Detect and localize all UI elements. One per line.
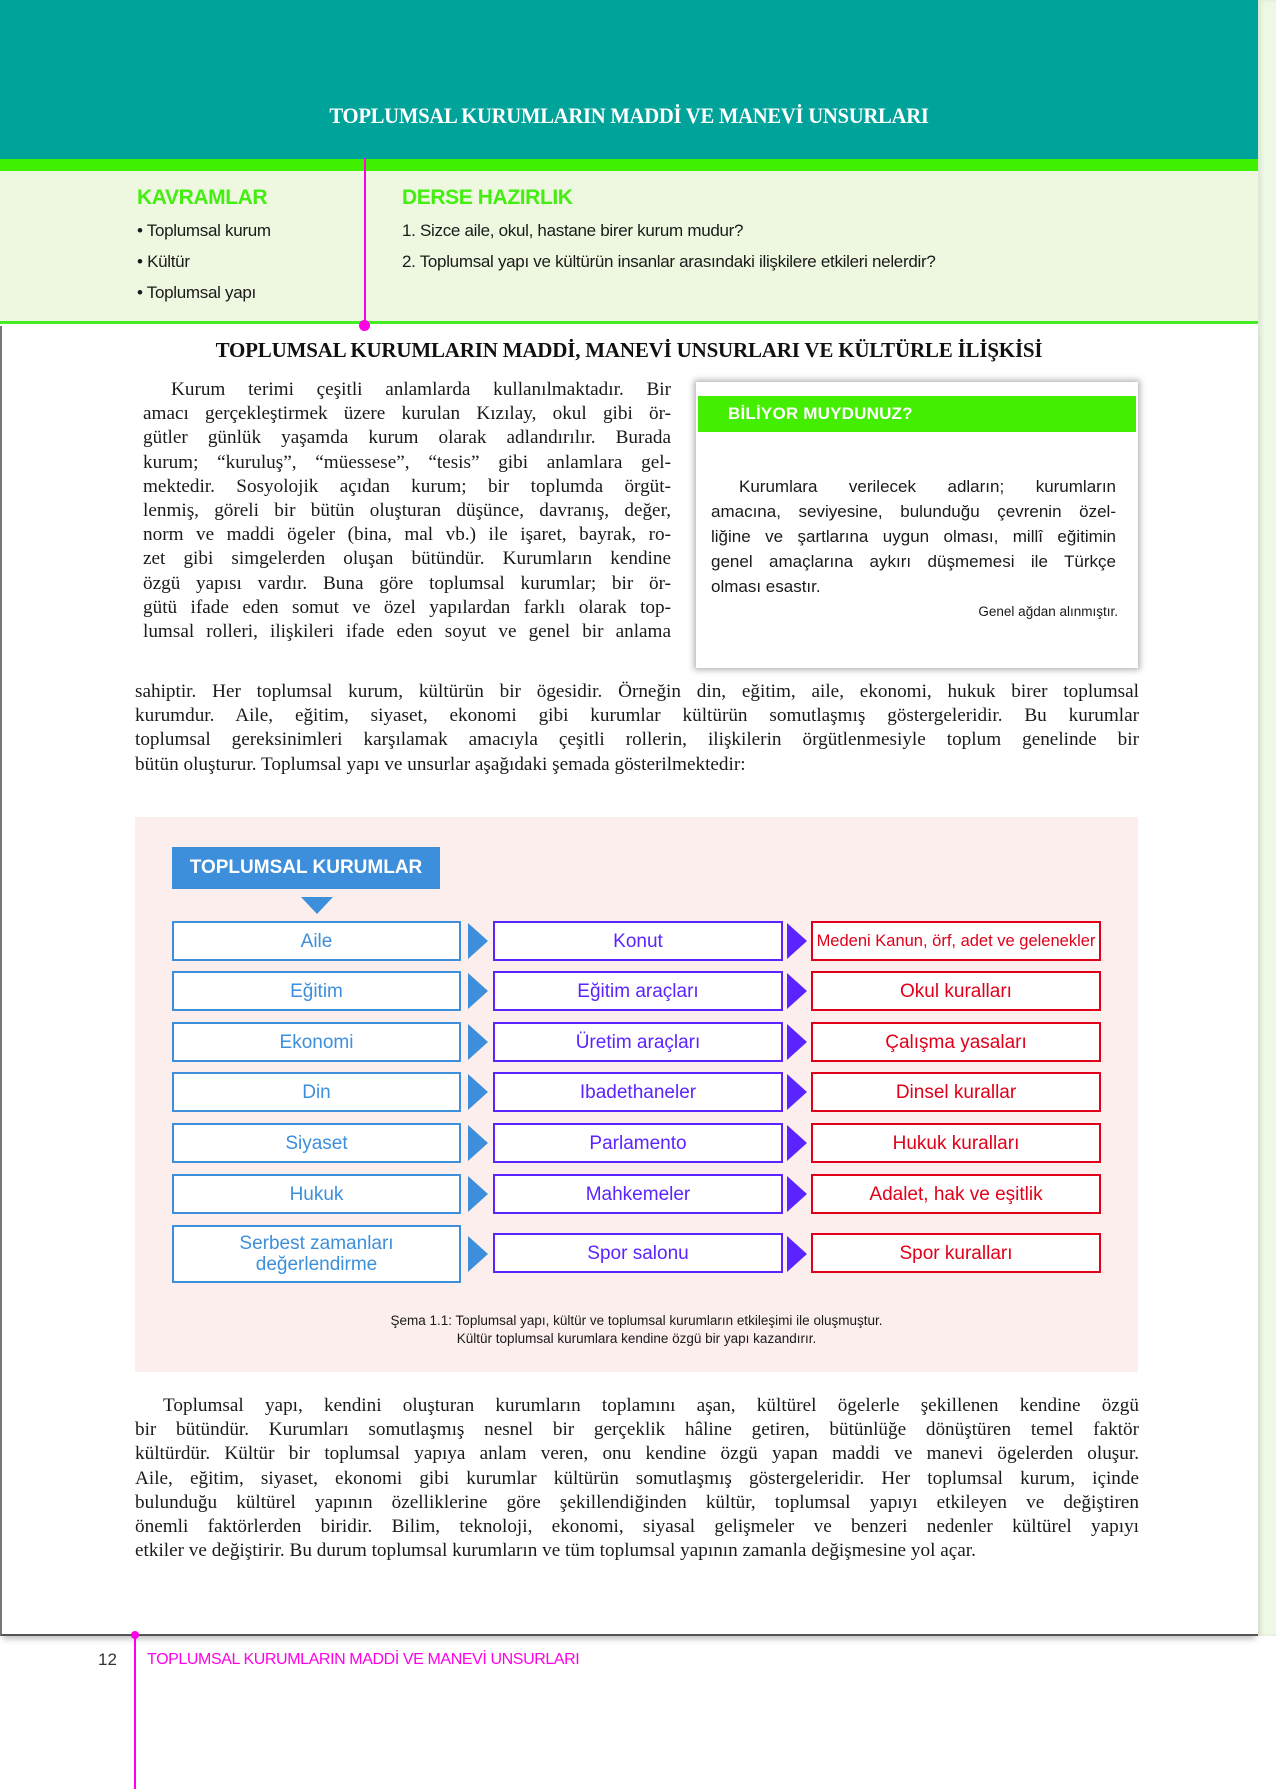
right-arrow-icon <box>787 1125 807 1161</box>
material-element-box: Eğitim araçları <box>493 971 783 1011</box>
institutions-diagram <box>135 817 1138 1372</box>
text-line: bir bütündür. Kurumları somutlaşmış nesnel bir gerçeklik hâline getiren, bütünlüğe dönüştüren temel faktör <box>135 1419 1139 1441</box>
right-arrow-icon <box>468 1024 488 1060</box>
chapter-banner <box>0 0 1258 159</box>
text-line: mektedir. Sosyolojik açıdan kurum; bir toplumda örgüt- <box>143 475 671 497</box>
institution-box: Ekonomi <box>172 1022 461 1062</box>
text-line: genel amaçlarına aykırı düşmemesi ile Türkçe <box>711 552 1116 571</box>
institution-box: Siyaset <box>172 1123 461 1163</box>
material-element-box: Spor salonu <box>493 1233 783 1273</box>
footer-divider-dot <box>131 1631 139 1639</box>
text-line: Toplumsal yapı, kendini oluşturan kurumların toplamını aşan, kültürel ögelerle şekillenen kendine özgü <box>163 1395 1139 1416</box>
normative-element-box: Okul kuralları <box>811 971 1101 1011</box>
text-line: zet gibi simgelerden oluşan bütündür. Kurumların kendine <box>143 548 671 570</box>
caption-line: Şema 1.1: Toplumsal yapı, kültür ve toplumsal kurumların etkileşimi ile oluşmuştur. <box>390 1313 883 1328</box>
text-line: Kurumlara verilecek adların; kurumların <box>739 477 1116 496</box>
material-element-box: Parlamento <box>493 1123 783 1163</box>
concepts-title: KAVRAMLAR <box>137 186 268 209</box>
text-line: kurum; “kuruluş”, “müessese”, “tesis” gibi anlamlara gel- <box>143 451 671 473</box>
text-line: gütler günlük yaşamda kurum olarak adlandırılır. Burada <box>143 427 671 449</box>
right-arrow-icon <box>468 1236 488 1272</box>
right-arrow-icon <box>787 1236 807 1272</box>
institution-box: Serbest zamanları değerlendirme <box>172 1225 461 1283</box>
text-line: sahiptir. Her toplumsal kurum, kültürün bir ögesidir. Örneğin din, eğitim, aile, ekonomi, hukuk birer toplumsal <box>135 681 1139 702</box>
text-line: kültürdür. Kültür bir toplumsal yapıya anlam veren, onu kendine özgü yapan maddi ve manevi ögelerden oluşur. <box>135 1443 1139 1465</box>
right-arrow-icon <box>468 1074 488 1110</box>
right-arrow-icon <box>787 923 807 959</box>
down-arrow-icon <box>301 897 333 914</box>
right-arrow-icon <box>787 973 807 1009</box>
text-line: bulunduğu kültürel yapının özelliklerine göre şekillendiğinden kültür, toplumsal yapıyı etkileyen ve değiştiren <box>135 1491 1139 1513</box>
concept-item: • Kültür <box>137 252 190 271</box>
normative-element-box: Dinsel kurallar <box>811 1072 1101 1112</box>
text-line: bütün oluşturur. Toplumsal yapı ve unsurlar aşağıdaki şemada gösterilmektedir: <box>135 753 746 775</box>
lesson-prep-title: DERSE HAZIRLIK <box>402 186 573 209</box>
footer-divider-line <box>134 1634 136 1789</box>
lesson-prep-questions <box>402 218 935 280</box>
prep-question: 2. Toplumsal yapı ve kültürün insanlar arasındaki ilişkilere etkileri nelerdir? <box>402 252 936 271</box>
normative-element-box: Spor kuralları <box>811 1233 1101 1273</box>
prep-question: 1. Sizce aile, okul, hastane birer kurum mudur? <box>402 221 744 240</box>
material-element-box: Konut <box>493 921 783 961</box>
right-arrow-icon <box>787 1024 807 1060</box>
institution-box: Aile <box>172 921 461 961</box>
section-title: TOPLUMSAL KURUMLARIN MADDİ, MANEVİ UNSURLARI VE KÜLTÜRLE İLİŞKİSİ <box>215 338 1043 362</box>
text-line: amacı gerçekleştirmek üzere kurulan Kızılay, okul gibi ör- <box>143 403 671 425</box>
text-line: etkiler ve değiştirir. Bu durum toplumsal kurumların ve tüm toplumsal yapının zamanla değişmesine yol açar. <box>135 1540 976 1562</box>
text-line: lumsal rolleri, ilişkileri ifade eden soyut ve genel bir anlama <box>143 621 671 643</box>
text-line: olması esastır. <box>711 577 821 596</box>
chapter-title: TOPLUMSAL KURUMLARIN MADDİ VE MANEVİ UNSURLARI <box>329 103 929 128</box>
intro-paragraph-wide <box>135 680 1139 777</box>
text-line: Aile, eğitim, siyaset, ekonomi gibi kurumlar kültürün somutlaşmış göstergeleridir. Her toplumsal kurum, içinde <box>135 1467 1139 1489</box>
right-arrow-icon <box>787 1176 807 1212</box>
did-you-know-header <box>698 396 1136 432</box>
material-element-box: Üretim araçları <box>493 1022 783 1062</box>
accent-bar <box>0 159 1258 171</box>
text-line: toplumsal gereksinimleri karşılamak amacıyla çeşitli rollerin, ilişkilerin örgütlenmesiyle toplum genelinde bir <box>135 729 1139 751</box>
material-element-box: Ibadethaneler <box>493 1072 783 1112</box>
page-number: 12 <box>98 1650 117 1669</box>
text-line: norm ve maddi ögeler (bina, mal vb.) ile işaret, bayrak, ro- <box>143 524 671 546</box>
text-line: Kurum terimi çeşitli anlamlarda kullanılmaktadır. Bir <box>171 379 671 400</box>
institution-box: Eğitim <box>172 971 461 1011</box>
did-you-know-text <box>711 474 1116 599</box>
intro-paragraph-narrow <box>143 378 671 644</box>
structure-paragraph <box>135 1394 1139 1563</box>
right-arrow-icon <box>787 1074 807 1110</box>
concept-item: • Toplumsal kurum <box>137 221 271 240</box>
divider-line <box>364 158 366 326</box>
concepts-list <box>137 218 271 311</box>
running-title: TOPLUMSAL KURUMLARIN MADDİ VE MANEVİ UNSURLARI <box>147 1651 580 1668</box>
text-line: liğine ve şartlarına uygun olması, millî eğitimin <box>711 527 1116 546</box>
normative-element-box: Adalet, hak ve eşitlik <box>811 1174 1101 1214</box>
text-line: özgü yapısı vardır. Buna göre toplumsal kurumlar; bir ör- <box>143 572 671 594</box>
did-you-know-box <box>696 382 1138 668</box>
text-line: amacına, seviyesine, bulunduğu çevrenin özel- <box>711 502 1116 521</box>
text-line: önemli faktörlerden biridir. Bilim, teknoloji, ekonomi, siyasal gelişmeler ve benzeri nedenler kültürel yapıyı <box>135 1516 1139 1538</box>
text-line: lenmiş, göreli bir bütün oluşturan düşünce, davranış, değer, <box>143 500 671 522</box>
institution-box: Din <box>172 1072 461 1112</box>
caption-line: Kültür toplumsal kurumlara kendine özgü bir yapı kazandırır. <box>456 1331 817 1346</box>
concept-item: • Toplumsal yapı <box>137 283 256 302</box>
normative-element-box: Hukuk kuralları <box>811 1123 1101 1163</box>
institution-box: Hukuk <box>172 1174 461 1214</box>
right-arrow-icon <box>468 973 488 1009</box>
diagram-header: TOPLUMSAL KURUMLAR <box>172 847 440 889</box>
page-edge-strip <box>1258 0 1276 1636</box>
material-element-box: Mahkemeler <box>493 1174 783 1214</box>
right-arrow-icon <box>468 1125 488 1161</box>
text-line: kurumdur. Aile, eğitim, siyaset, ekonomi gibi kurumlar kültürün somutlaşmış göstergeleridir. Bu kurumlar <box>135 705 1139 727</box>
did-you-know-title: BİLİYOR MUYDUNUZ? <box>728 404 913 423</box>
right-arrow-icon <box>468 1176 488 1212</box>
text-line: gütü ifade eden somut ve özel yapılardan farklı olarak top- <box>143 596 671 618</box>
normative-element-box: Çalışma yasaları <box>811 1022 1101 1062</box>
right-arrow-icon <box>468 923 488 959</box>
source-note: Genel ağdan alınmıştır. <box>978 604 1118 619</box>
diagram-caption <box>135 1312 1138 1348</box>
normative-element-box: Medeni Kanun, örf, adet ve gelenekler <box>811 921 1101 961</box>
